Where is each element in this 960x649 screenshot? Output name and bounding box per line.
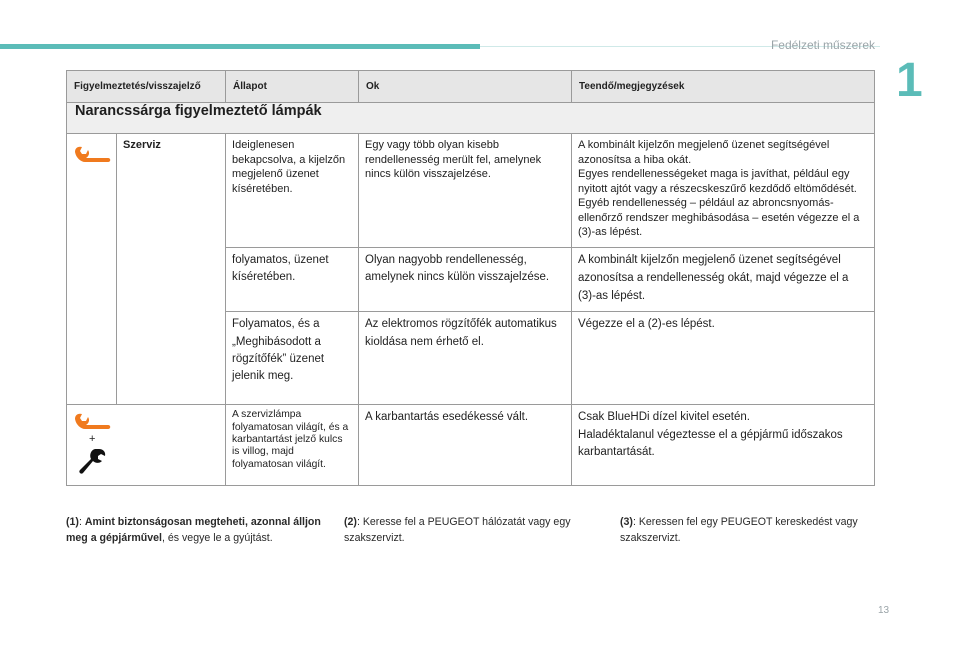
footnote-2 bbox=[344, 514, 589, 547]
chapter-number: 1 bbox=[896, 54, 923, 107]
action-line: Egyéb rendellenesség – például az abroncsnyomás-ellenőrző rendszer meghibásodása – esetén végezze el a (3)-as lépést. bbox=[578, 197, 860, 239]
footnote-1 bbox=[66, 514, 331, 547]
wrench-icon bbox=[73, 411, 113, 433]
footnote-separator: : bbox=[78, 516, 85, 528]
cause-cell: Az elektromos rögzítőfék automatikus kioldása nem érhető el. bbox=[359, 312, 572, 405]
section-title: Fedélzeti műszerek bbox=[770, 38, 875, 52]
cause-cell: Olyan nagyobb rendellenesség, amelynek nincs külön visszajelzése. bbox=[359, 248, 572, 312]
maintenance-wrench-icon bbox=[77, 447, 107, 477]
footnote-3 bbox=[620, 514, 880, 547]
action-line: Csak BlueHDi dízel kivitel esetén. bbox=[578, 411, 750, 424]
action-cell bbox=[572, 248, 875, 312]
plus-sign: + bbox=[89, 433, 96, 446]
col-header-status: Állapot bbox=[226, 71, 359, 103]
action-cell bbox=[572, 312, 875, 405]
table-section-title: Narancssárga figyelmeztető lámpák bbox=[75, 103, 322, 119]
col-header-cause: Ok bbox=[359, 71, 572, 103]
col-header-action: Teendő/megjegyzések bbox=[572, 71, 875, 103]
status-cell: Ideiglenesen bekapcsolva, a kijelzőn megjelenő üzenet kíséretében. bbox=[226, 134, 359, 248]
table-row bbox=[67, 405, 875, 486]
section-row bbox=[67, 103, 875, 134]
action-line: A kombinált kijelzőn megjelenő üzenet segítségével azonosítsa a rendellenesség okát, majd végezze el a (3)-as lépést. bbox=[578, 254, 849, 302]
status-cell: folyamatos, üzenet kíséretében. bbox=[226, 248, 359, 312]
action-line: Végezze el a (2)-es lépést. bbox=[578, 318, 715, 331]
footnote-bold-text: Amint biztonságosan megteheti, azonnal álljon meg a gépjárművel bbox=[66, 516, 321, 545]
table-row bbox=[67, 134, 875, 248]
header-accent-bar bbox=[0, 44, 480, 49]
footnote-ref: (3) bbox=[620, 516, 633, 528]
cause-cell: Egy vagy több olyan kisebb rendellenesség merült fel, amelynek nincs külön visszajelzése. bbox=[359, 134, 572, 248]
page-number: 13 bbox=[878, 605, 890, 616]
footnote-ref: (1) bbox=[66, 516, 79, 528]
warning-lamp-table bbox=[66, 70, 875, 486]
service-label: Szerviz bbox=[117, 134, 226, 405]
wrench-icon bbox=[73, 144, 113, 166]
footnote-ref: (2) bbox=[344, 516, 357, 528]
action-line: Egyes rendellenességeket maga is javíthat, például egy nyitott ajtót vagy a részecskeszűrő kezdődő eltömődését. bbox=[578, 168, 857, 195]
indicator-cell-service bbox=[67, 134, 117, 405]
footnote-text: , és vegye le a gyújtást. bbox=[161, 532, 273, 545]
col-header-indicator: Figyelmeztetés/visszajelző bbox=[67, 71, 226, 103]
cause-cell: A karbantartás esedékessé vált. bbox=[359, 405, 572, 486]
status-cell: Folyamatos, és a „Meghibásodott a rögzítőfék” üzenet jelenik meg. bbox=[226, 312, 359, 405]
status-cell: A szervizlámpa folyamatosan világít, és a karbantartást jelző kulcs is villog, majd folyamatosan világít. bbox=[226, 405, 359, 486]
table-header-row bbox=[67, 71, 875, 103]
indicator-cell-maintenance bbox=[67, 405, 226, 486]
footnote-text: : Keresse fel a PEUGEOT hálózatát vagy egy szakszervizt. bbox=[344, 516, 571, 545]
action-cell bbox=[572, 405, 875, 486]
footnote-text: : Keressen fel egy PEUGEOT kereskedést vagy szakszervizt. bbox=[620, 516, 858, 545]
action-line: A kombinált kijelzőn megjelenő üzenet segítségével azonosítsa a hiba okát. bbox=[578, 139, 830, 166]
action-line: Haladéktalanul végeztesse el a gépjármű időszakos karbantartását. bbox=[578, 428, 843, 458]
action-cell bbox=[572, 134, 875, 248]
